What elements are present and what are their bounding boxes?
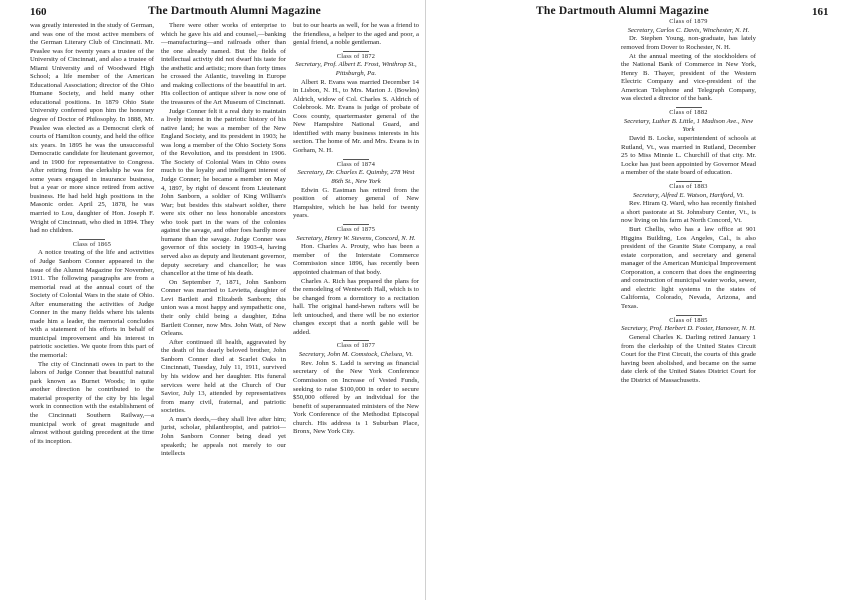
class-heading: Class of 1879	[669, 18, 708, 25]
secretary-line: Secretary, Henry W. Stevens, Concord, N. H.	[296, 234, 416, 242]
paragraph: Dr. Stephen Young, non-graduate, has lately removed from Dover to Rochester, N. H.	[621, 35, 756, 52]
column-1	[30, 22, 154, 446]
paragraph: There were other works of enterprise to which he gave his aid and counsel,—banking—manufacturing—and railroads other than the one already named. But the fields of intellectual activity did not dwarf his taste for the æsthetic and artistic; more than forty times he crossed the Atlantic, traveling in Europe and making collections of the beautiful in art. His collection of antique silver is now one of the treasures of the Art Museum of Cincinnati.	[161, 22, 286, 106]
secretary-line: Secretary, John M. Comstock, Chelsea, Vt.	[298, 351, 414, 359]
secretary-line: Secretary, Dr. Charles E. Quimby, 278 West 86th St., New York	[297, 169, 415, 185]
class-heading: Class of 1872	[336, 52, 376, 60]
secretary-line: Secretary, Prof. Herbert D. Foster, Hanover, N. H.	[621, 325, 756, 333]
paragraph: Rev. Hiram Q. Ward, who has recently finished a short pastorate at St. Johnsbury Center, Vt., is now living on his farm at North Concord, Vt.	[621, 200, 756, 225]
class-heading: Class of 1874	[336, 160, 376, 168]
paragraph: Judge Conner felt it a real duty to maintain a lively interest in the patriotic history of his native land; he was a member of the New England Society, and its president in 1903; he was long a member of the Ohio Society Sons of the Revolution, and its president in 1906. The Society of Colonial Wars in Ohio owes much to the loyalty and intelligent interest of Judge Conner; he became a member on May 4, 1897, by right of descent from Lieutenant John Sanborn, a soldier of King William's War; but besides this stalwart soldier, there were six other no less honorable ancestors who took part in the wars of the colonies against the savage, and other foes hardly more humane than the savage. Judge Conner was governor of this society in 1903-4, having served also as deputy and lieutenant governor, deputy secretary and chancellor; he was chancellor at the time of his death.	[161, 107, 286, 278]
secretary-line: Secretary, Luther B. Little, 1 Madison Ave., New York	[623, 117, 754, 134]
secretary-line: Secretary, Alfred E. Watson, Hartford, Vt.	[632, 191, 745, 199]
divider	[343, 159, 369, 160]
paragraph: A man's deeds,—they shall live after him; jurist, scholar, philanthropist, and patriot—John Sanborn Conner being dead yet speaketh; he appeals not merely to our intellects	[161, 415, 286, 458]
paragraph: Hon. Charles A. Prouty, who has been a member of the Interstate Commerce Commission since 1896, has recently been appointed chairman of that body.	[293, 243, 419, 276]
class-heading: Class of 1885	[669, 316, 708, 324]
secretary-line: Secretary, Carlos C. Davis, Winchester, N. H.	[627, 26, 750, 34]
divider	[676, 181, 702, 182]
running-title: The Dartmouth Alumni Magazine	[148, 5, 321, 17]
divider	[676, 107, 702, 108]
paragraph: After continued ill health, aggravated by the death of his dearly beloved brother, John Sanborn Conner died at Scarlet Oaks in Cincinnati, Tuesday, July 11, 1911, survived by his widow and her daughter. His funeral services were held at the Church of Our Savior, July 13, attended by representatives from many civil, fraternal, and patriotic societies.	[161, 338, 286, 415]
paragraph: Charles A. Rich has prepared the plans for the remodeling of Wentworth Hall, which is to be changed from a dormitory to a recitation hall. The original hand-hewn rafters will be left untouched, and there will be no exterior changes except that a north gable will be added.	[293, 277, 419, 336]
divider	[676, 315, 702, 316]
paragraph: Rev. John S. Ladd is serving as financial secretary of the New York Conference Commission on Increase of Vested Funds, seeking to raise $100,000 in order to secure $50,000 offered by an individual for the benefit of superannuated ministers of the New York Conference of the Methodist Episcopal church. His address is 1 Suburban Place, Bronx, New York City.	[293, 359, 419, 436]
paragraph: was greatly interested in the study of German, and was one of the most active members of the German Literary Club of Cincinnati. Mr. Peaslee was for twenty years a trustee of the University of Cincinnati, and also a trustee of Miami University and of Woodward High School; a life member of the American Educational Association; director of the Ohio Humane Society, and held many other educational positions. In 1879 Ohio State University conferred upon him the honorary degree of Doctor of Philosophy. In 1888, Mr. Peaslee was elected as a Democrat clerk of courts of Hamilton county, and held the office six years. In 1895 he was the unsuccessful Democratic candidate for lieutenant governor, and in 1900 for representative to Congress. After retiring from the clerkship he was for some years engaged in insurance business, but a year or more since retired from active business. He had held high positions in the Masonic order. April 25, 1878, he was married to Lou, daughter of Hon. Joseph F. Wright of Cincinnati, who died in 1894. They had no children.	[30, 22, 154, 235]
running-title: The Dartmouth Alumni Magazine	[536, 5, 709, 17]
paragraph: On September 7, 1871, John Sanborn Conner was married to Levietta, daughter of Levi Bartlett and Elizabeth Sanborn; this union was a most happy and sympathetic one, their only child being a daughter, Edna Bartlett Conner, now Mrs. John Watt, of New Orleans.	[161, 278, 286, 338]
column-3	[293, 22, 419, 437]
column-2	[161, 22, 286, 459]
paragraph: The city of Cincinnati owes in part to the labors of Judge Conner that beautiful natural park known as Burnet Woods; in quite another direction he contributed to the material prosperity of the city by his legal work in connection with the establishment of the Cincinnati Southern Railway,—a municipal work of great magnitude and almost without guiding precedent at the time of its inception.	[30, 360, 154, 445]
paragraph: General Charles K. Darling retired January 1 from the clerkship of the United States Circuit Court for the First Circuit, the courts of this grade having been abolished, and became on the same date clerk of the United States District Court for the District of Massachusetts.	[621, 334, 756, 384]
secretary-line: Secretary, Prof. Albert E. Frost, Winthrop St., Pittsburgh, Pa.	[295, 61, 417, 77]
page-number: 161	[812, 6, 829, 18]
paragraph: David B. Locke, superintendent of schools at Rutland, Vt., was married in Rutland, December 25 to Miss Minnie L. Churchill of that city. Mr. Locke has just been appointed by Governor Mead a member of the state board of education.	[621, 135, 756, 177]
divider	[343, 51, 369, 52]
divider	[343, 224, 369, 225]
divider	[343, 340, 369, 341]
paragraph: but to our hearts as well, for he was a friend to the friendless, a helper to the aged and poor, a genial friend, a noble gentleman.	[293, 22, 419, 47]
paragraph: A notice treating of the life and activities of Judge Sanborn Conner appeared in the issue of the Alumni Magazine for November, 1911. The following paragraphs are from a memorial read at the annual court of the Society of Colonial Wars in the state of Ohio. After enumerating the activities of Judge Conner in the many fields where his talents made him a leader, the memorial concludes with a statement of his efforts in behalf of municipal improvement and his interest in patriotic societies. We quote from this part of the memorial:	[30, 249, 154, 359]
class-heading: Class of 1877	[336, 342, 376, 350]
class-heading: Class of 1883	[669, 182, 708, 190]
paragraph: Albert R. Evans was married December 14 in Lisbon, N. H., to Mrs. Marion J. (Bowles) Aldrich, widow of Col. Charles S. Aldrich of Colebrook. Mr. Evans is judge of probate of Coos county, quartermaster general of the New Hampshire National Guard, and identified with many business interests in his section. The home of Mr. and Mrs. Evans is in Gorham, N. H.	[293, 78, 419, 155]
column-1	[621, 18, 756, 385]
page-number: 160	[30, 6, 47, 18]
class-heading: Class of 1882	[669, 109, 708, 117]
paragraph: Edwin G. Eastman has retired from the position of attorney general of New Hampshire, which he has held for twenty years.	[293, 186, 419, 220]
paragraph: Burt Chellis, who has a law office at 901 Higgins Building, Los Angeles, Cal., is also president of the Granite State Company, a real estate corporation, and secretary and general manager of the American Municipal Improvement Corporation, a concern that does the engineering and construction of municipal water works, sewer, and electric light systems in the states of California, Colorado, Nevada, Arizona, and Texas.	[621, 226, 756, 310]
class-heading: Class of 1865	[72, 240, 112, 248]
class-heading: Class of 1875	[336, 225, 376, 233]
right-page	[426, 0, 852, 600]
divider	[79, 239, 105, 240]
paragraph: At the annual meeting of the stockholders of the National Bank of Commerce in New York, Henry B. Thayer, president of the Western Electric Company and vice-president of the American Telephone and Telegraph Company, was elected a director of the bank.	[621, 52, 756, 103]
